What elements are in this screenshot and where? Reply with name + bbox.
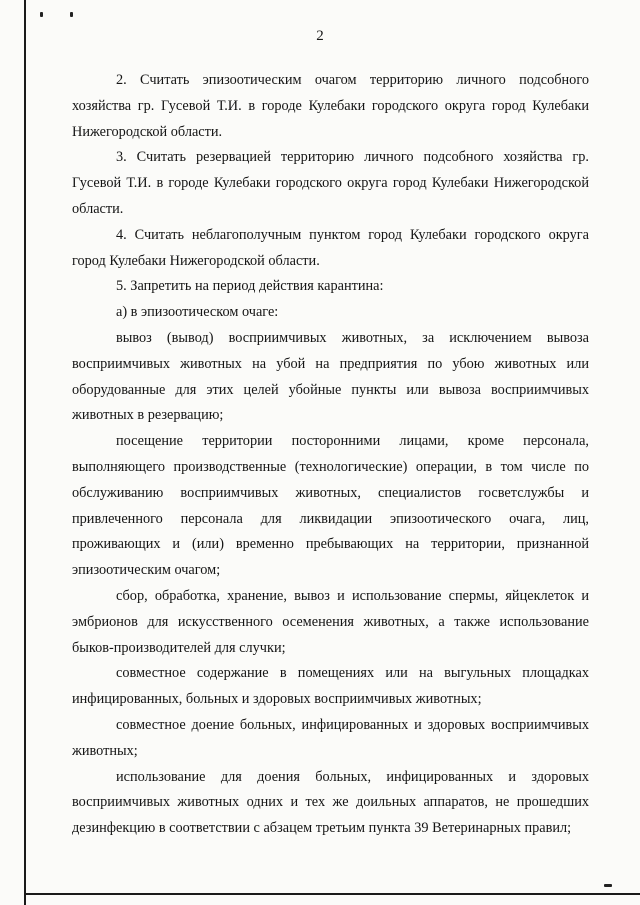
scan-bottom-border [24, 893, 640, 895]
paragraph-item-3: 3. Считать резервацией территорию личного подсобного хозяйства гр. Гусевой Т.И. в городе Кулебаки городского округа город Кулебаки Нижегородской области. [72, 149, 589, 217]
paragraph-item-2: 2. Считать эпизоотическим очагом территорию личного подсобного хозяйства гр. Гусевой Т.И. в городе Кулебаки городского округа город Кулебаки Нижегородской области. [72, 72, 589, 140]
scan-speck [70, 12, 73, 17]
paragraph-item-5: 5. Запретить на период действия карантина: [116, 278, 384, 295]
page-number: 2 [316, 28, 324, 44]
scan-speck [40, 12, 43, 17]
prohibition-joint-keeping: совместное содержание в помещениях или на выгульных площадках инфицированных, больных и здоровых восприимчивых животных; [72, 665, 589, 708]
prohibition-milking-equipment: использование для доения больных, инфицированных и здоровых восприимчивых животных одних и тех же доильных аппаратов, не прошедших дезинфекцию в соответствии с абзацем третьим пункта 39 Ветеринарных правил; [72, 768, 589, 837]
prohibition-joint-milking: совместное доение больных, инфицированных и здоровых восприимчивых животных; [72, 716, 589, 759]
subitem-a-heading: а) в эпизоотическом очаге: [116, 304, 279, 321]
prohibition-export: вывоз (вывод) восприимчивых животных, за исключением вывоза восприимчивых животных на убой на предприятия по убою животных или оборудованные для этих целей убойные пункты или вывоза восприимчивых животных в резервацию; [72, 329, 589, 424]
document-body [72, 68, 589, 842]
prohibition-sperm: сбор, обработка, хранение, вывоз и использование спермы, яйцеклеток и эмбрионов для искусственного осеменения животных, а также использование быков-производителей для случки; [72, 587, 589, 656]
paragraph-item-4: 4. Считать неблагополучным пунктом город Кулебаки городского округа город Кулебаки Нижегородской области. [72, 226, 589, 269]
prohibition-visits: посещение территории посторонними лицами, кроме персонала, выполняющего производственные (технологические) операции, в том числе по обслуживанию восприимчивых животных, специалистов госветслужбы и привлеченного персонала для ликвидации эпизоотического очага, лиц, проживающих и (или) временно пребывающих на территории, признанной эпизоотическим очагом; [72, 433, 589, 579]
scan-left-border [24, 0, 26, 905]
scan-speck [604, 884, 612, 887]
